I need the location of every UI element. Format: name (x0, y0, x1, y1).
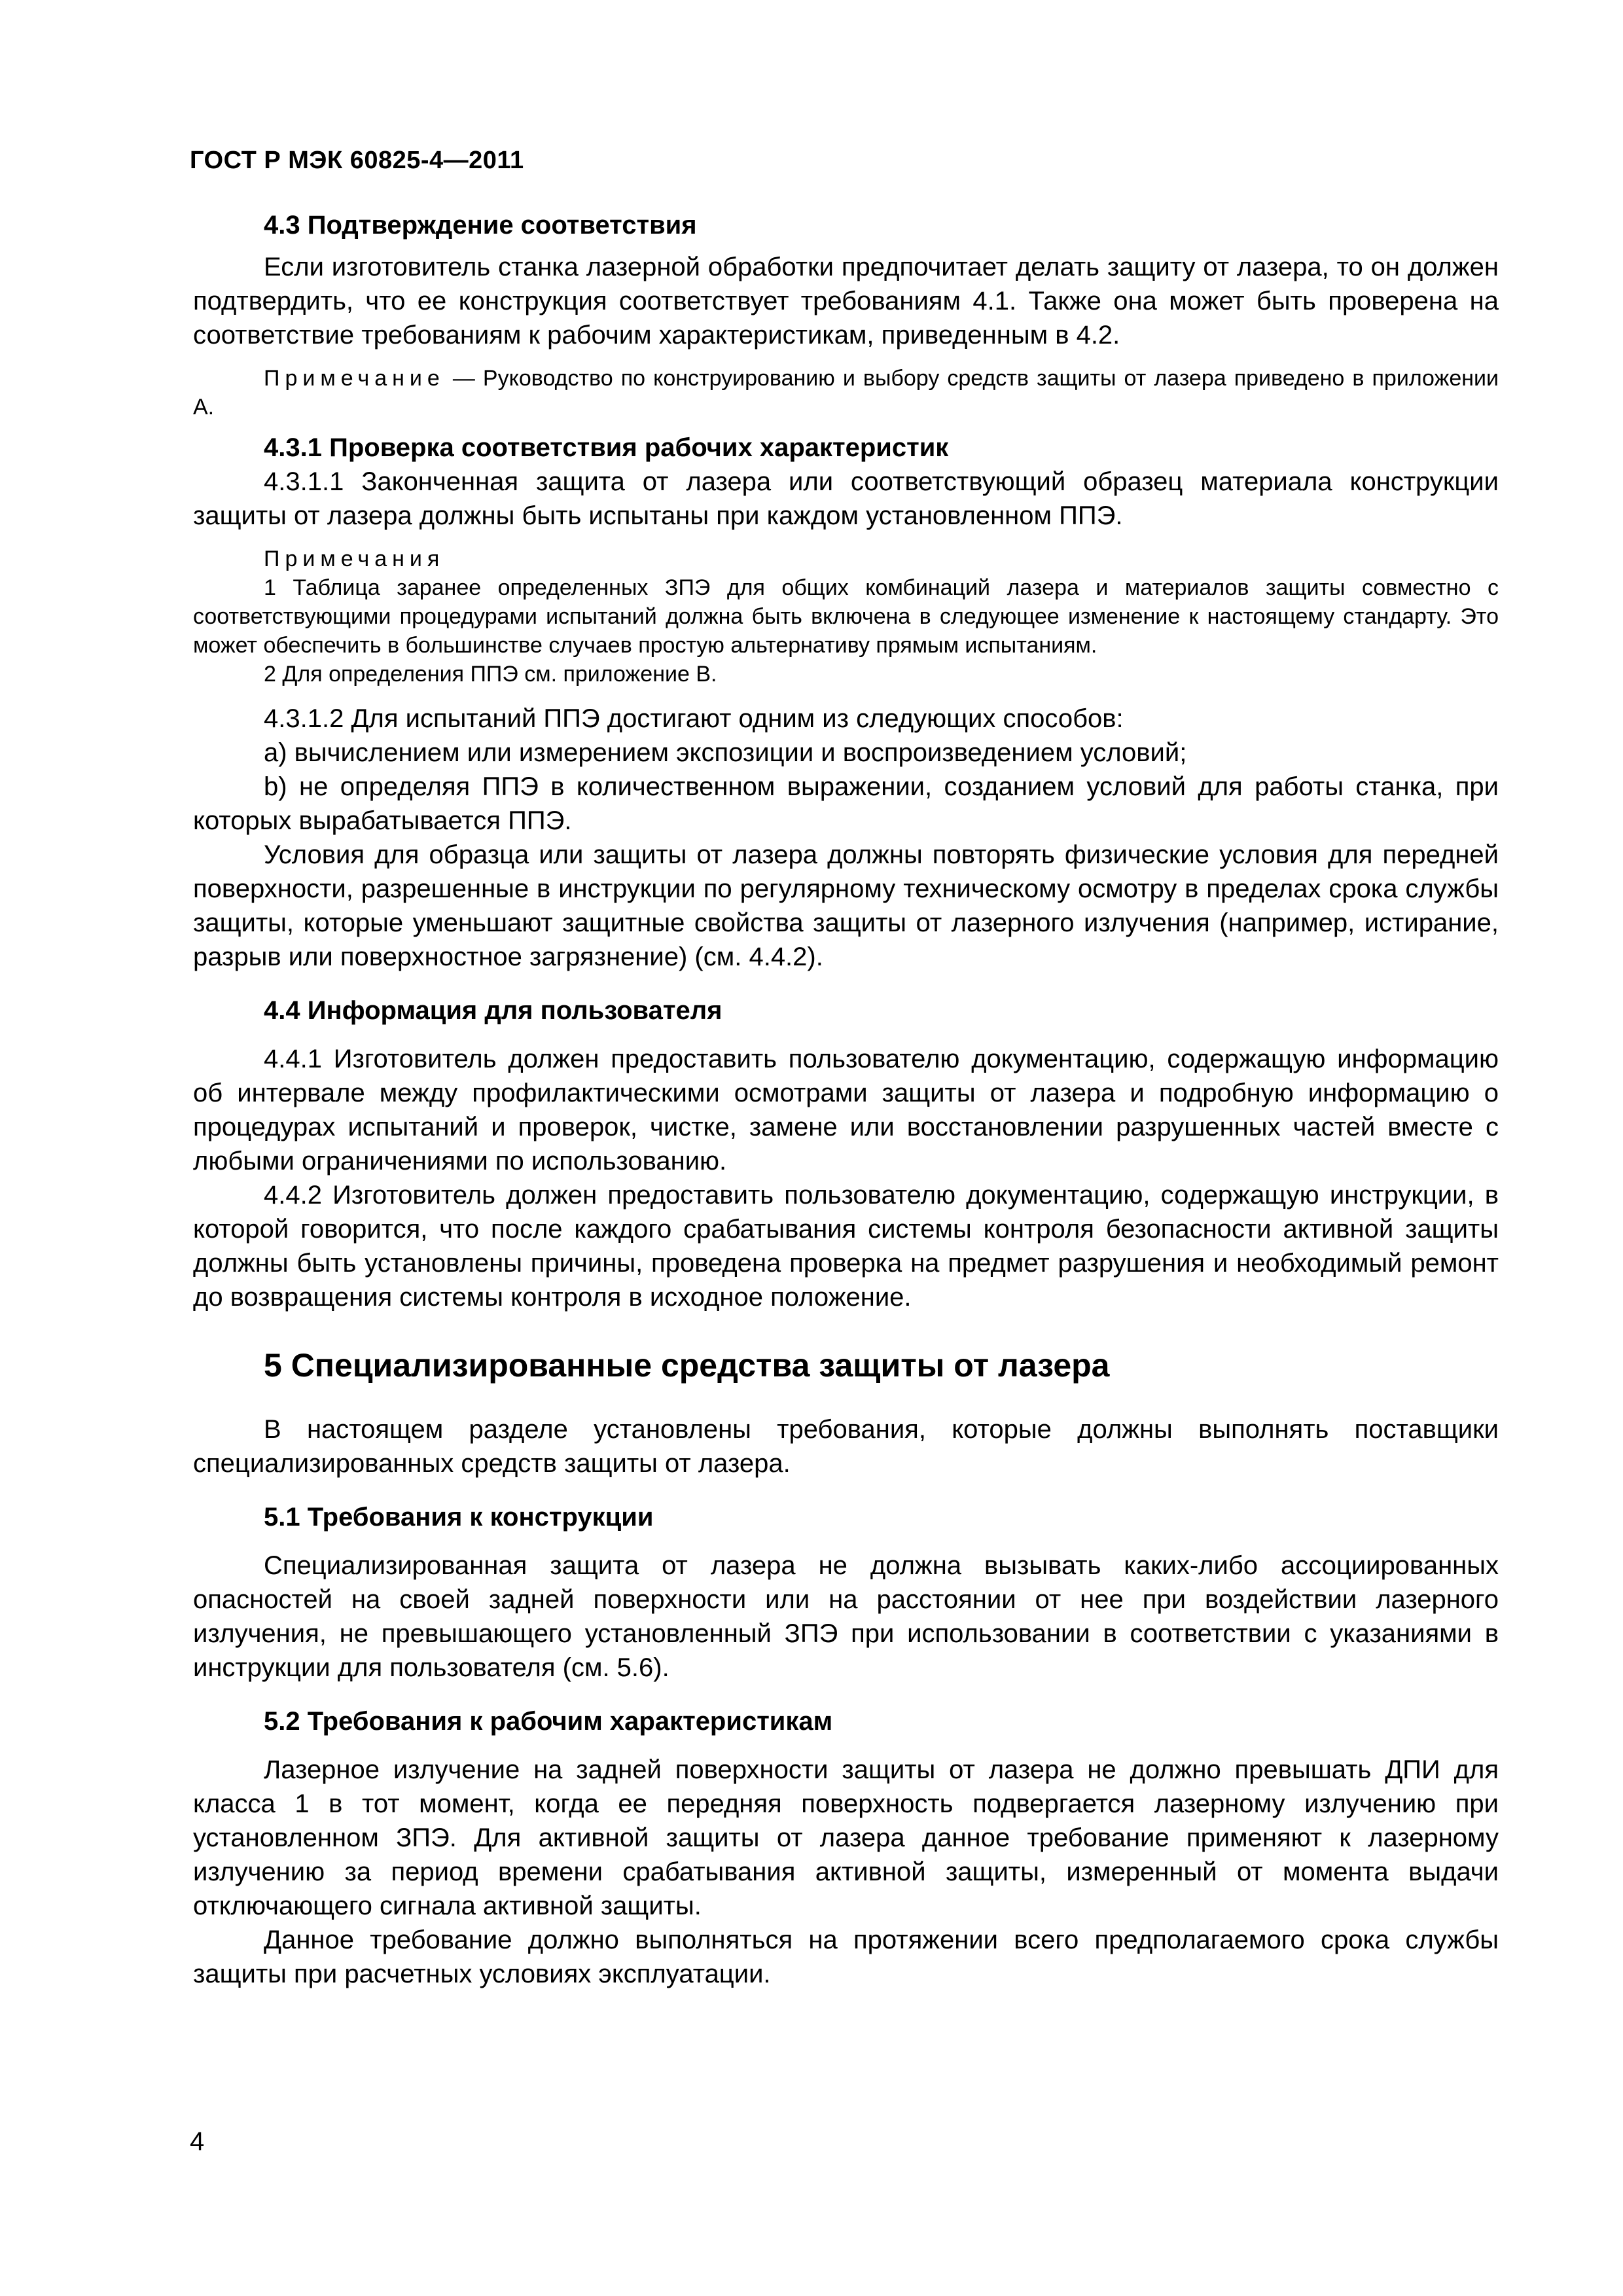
standard-header: ГОСТ Р МЭК 60825-4—2011 (190, 147, 524, 174)
section-4-4-1-paragraph: 4.4.1 Изготовитель должен предоставить пользователю документацию, содержащую информацию об интервале между профилактическими осмотрами защиты от лазера и подробную информацию о процедурах испытаний и проверок, чистке, замене или восстановлении разрушенных частей вместе с любыми ограничениями по использованию. (193, 1045, 1499, 1175)
section-4-4-heading: 4.4 Информация для пользователя (264, 996, 722, 1025)
section-4-3-1-2-paragraph: 4.3.1.2 Для испытаний ППЭ достигают одним из следующих способов: (264, 704, 1124, 733)
section-5-1-heading: 5.1 Требования к конструкции (264, 1503, 654, 1532)
section-4-3-paragraph: Если изготовитель станка лазерной обработки предпочитает делать защиту от лазера, то он должен подтвердить, что ее конструкция соответствует требованиям 4.1. Также она может быть проверена на соответствие требованиям к рабочим характеристикам, приведенным в 4.2. (193, 253, 1499, 350)
page-number: 4 (190, 2127, 205, 2156)
section-5-2-paragraph-2: Данное требование должно выполняться на протяжении всего предполагаемого срока службы защиты при расчетных условиях эксплуатации. (193, 1926, 1499, 1988)
note-label: Примечание (264, 366, 445, 391)
section-4-3-1-heading: 4.3.1 Проверка соответствия рабочих характеристик (264, 433, 949, 462)
notes-label: Примечания (264, 547, 445, 571)
section-4-3-note (193, 364, 1499, 422)
conditions-paragraph: Условия для образца или защиты от лазера должны повторять физические условия для передней поверхности, разрешенные в инструкции по регулярному техническому осмотру в пределах срока службы защиты, которые уменьшают защитные свойства защиты от лазерного излучения (например, истирание, разрыв или поверхностное загрязнение) (см. 4.4.2). (193, 840, 1499, 971)
section-4-3-1-1-paragraph: 4.3.1.1 Законченная защита от лазера или соответствующий образец материала конструкции защиты от лазера должны быть испытаны при каждом установленном ППЭ. (193, 467, 1499, 530)
section-5-2-paragraph-1: Лазерное излучение на задней поверхности защиты от лазера не должно превышать ДПИ для класса 1 в тот момент, когда ее передняя поверхность подвергается лазерному излучению при установленном ЗПЭ. Для активной защиты от лазера данное требование применяют к лазерному излучению за период времени срабатывания активной защиты, измеренный от момента выдачи отключающего сигнала активной защиты. (193, 1755, 1499, 1920)
section-5-1-paragraph: Специализированная защита от лазера не должна вызывать каких-либо ассоциированных опасностей на своей задней поверхности или на расстоянии от нее при воздействии лазерного излучения, не превышающего установленный ЗПЭ при использовании в соответствии с указаниями в инструкции для пользователя (см. 5.6). (193, 1551, 1499, 1682)
list-item-a: а) вычислением или измерением экспозиции и воспроизведением условий; (264, 738, 1187, 767)
section-4-3-heading: 4.3 Подтверждение соответствия (264, 211, 697, 240)
section-4-4-2-paragraph: 4.4.2 Изготовитель должен предоставить пользователю документацию, содержащую инструкции, в которой говорится, что после каждого срабатывания системы контроля безопасности активной защиты должны быть установлены причины, проведена проверка на предмет разрушения и необходимый ремонт до возвращения системы контроля в исходное положение. (193, 1181, 1499, 1312)
section-5-heading: 5 Специализированные средства защиты от лазера (264, 1347, 1110, 1384)
page-content (193, 208, 1499, 1991)
note-text: — Руководство по конструированию и выбору средств защиты от лазера приведено в приложении А. (193, 366, 1499, 420)
section-5-2-heading: 5.2 Требования к рабочим характеристикам (264, 1707, 833, 1736)
list-item-b: b) не определяя ППЭ в количественном выражении, созданием условий для работы станка, при которых вырабатывается ППЭ. (193, 772, 1499, 835)
note-1: 1 Таблица заранее определенных ЗПЭ для общих комбинаций лазера и материалов защиты совместно с соответствующими процедурами испытаний должна быть включена в следующее изменение к настоящему стандарту. Это может обеспечить в большинстве случаев простую альтернативу прямым испытаниям. (193, 575, 1499, 658)
section-5-paragraph: В настоящем разделе установлены требования, которые должны выполнять поставщики специализированных средств защиты от лазера. (193, 1415, 1499, 1478)
note-2: 2 Для определения ППЭ см. приложение В. (264, 662, 717, 687)
